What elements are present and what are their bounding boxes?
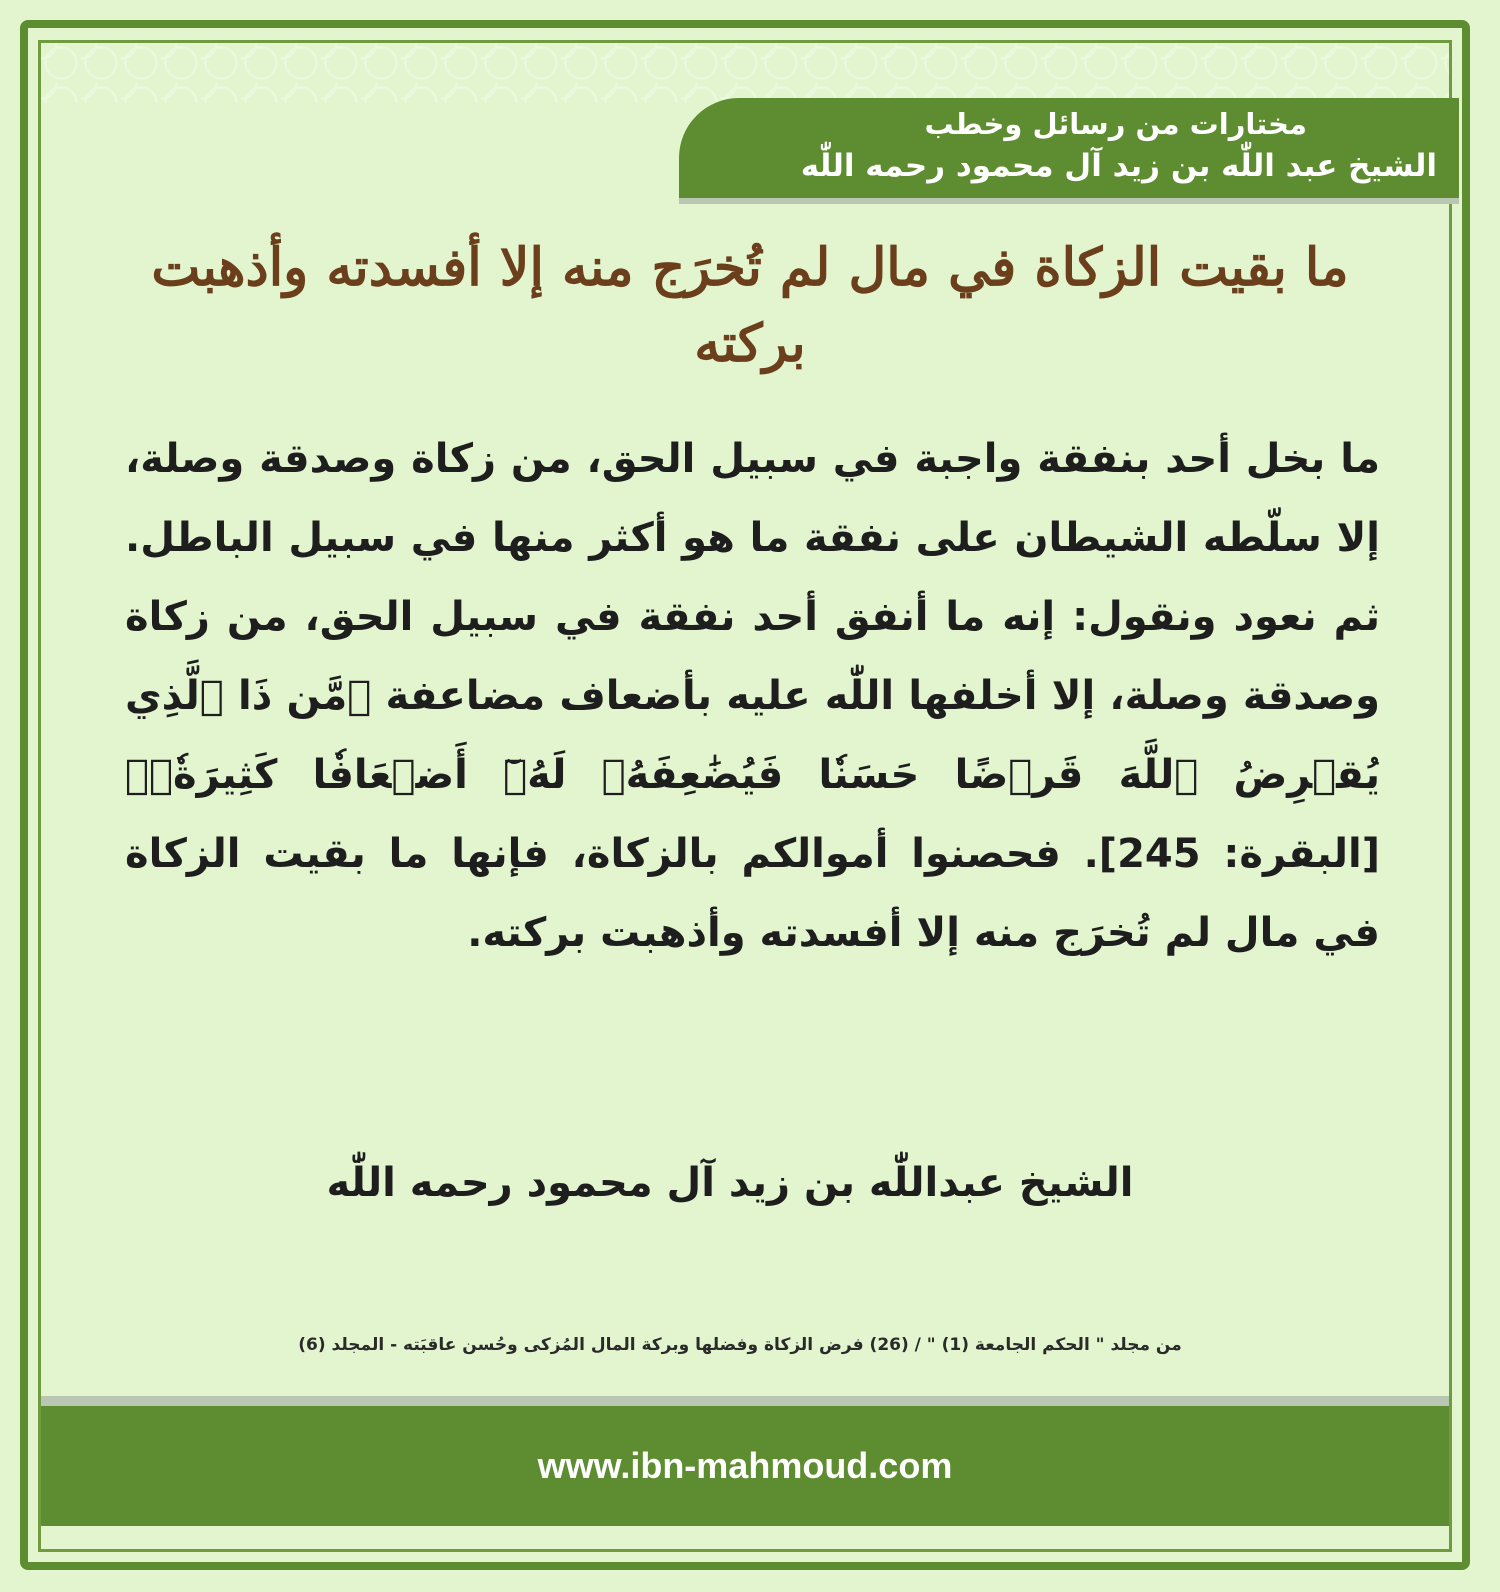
- website-link[interactable]: www.ibn-mahmoud.com: [537, 1445, 953, 1486]
- header-series-title: مختارات من رسائل وخطب: [924, 107, 1307, 141]
- footer-bar: [41, 1406, 1449, 1526]
- footer-divider: [41, 1396, 1449, 1406]
- decorative-pattern: [41, 43, 1449, 103]
- header-banner: [679, 98, 1459, 198]
- page-title: ما بقيت الزكاة في مال لم تُخرَج منه إلا أفسدته وأذهبت بركته: [151, 237, 1349, 374]
- author-signature: الشيخ عبداللّٰه بن زيد آل محمود رحمه اللّٰه: [326, 1160, 1134, 1206]
- body-paragraph: ما بخل أحد بنفقة واجبة في سبيل الحق، من زكاة وصدقة وصلة، إلا سلّطه الشيطان على نفقة ما هو أكثر منها في سبيل الباطل. ثم نعود ونقول: إنه ما أنفق أحد نفقة في سبيل الحق، من زكاة وصدقة وصلة، إلا أخلفها اللّٰه عليه بأضعاف مضاعفة ﴿مَّن ذَا ٱلَّذِي يُقۡرِضُ ٱللَّهَ قَرۡضًا حَسَنٗا فَيُضَٰعِفَهُۥ لَهُۥٓ أَضۡعَافٗا كَثِيرَةٗۚ﴾ [البقرة: 245]. فحصنوا أموالكم بالزكاة، فإنها ما بقيت الزكاة في مال لم تُخرَج منه إلا أفسدته وأذهبت بركته.: [125, 436, 1380, 956]
- source-citation: من مجلد " الحكم الجامعة (1) " / (26) فرض الزكاة وفضلها وبركة المال المُزكى وحُسن عاقبَته - المجلد (6): [298, 1335, 1182, 1355]
- header-author-name: الشيخ عبد اللّٰه بن زيد آل محمود رحمه اللّٰه: [800, 148, 1437, 184]
